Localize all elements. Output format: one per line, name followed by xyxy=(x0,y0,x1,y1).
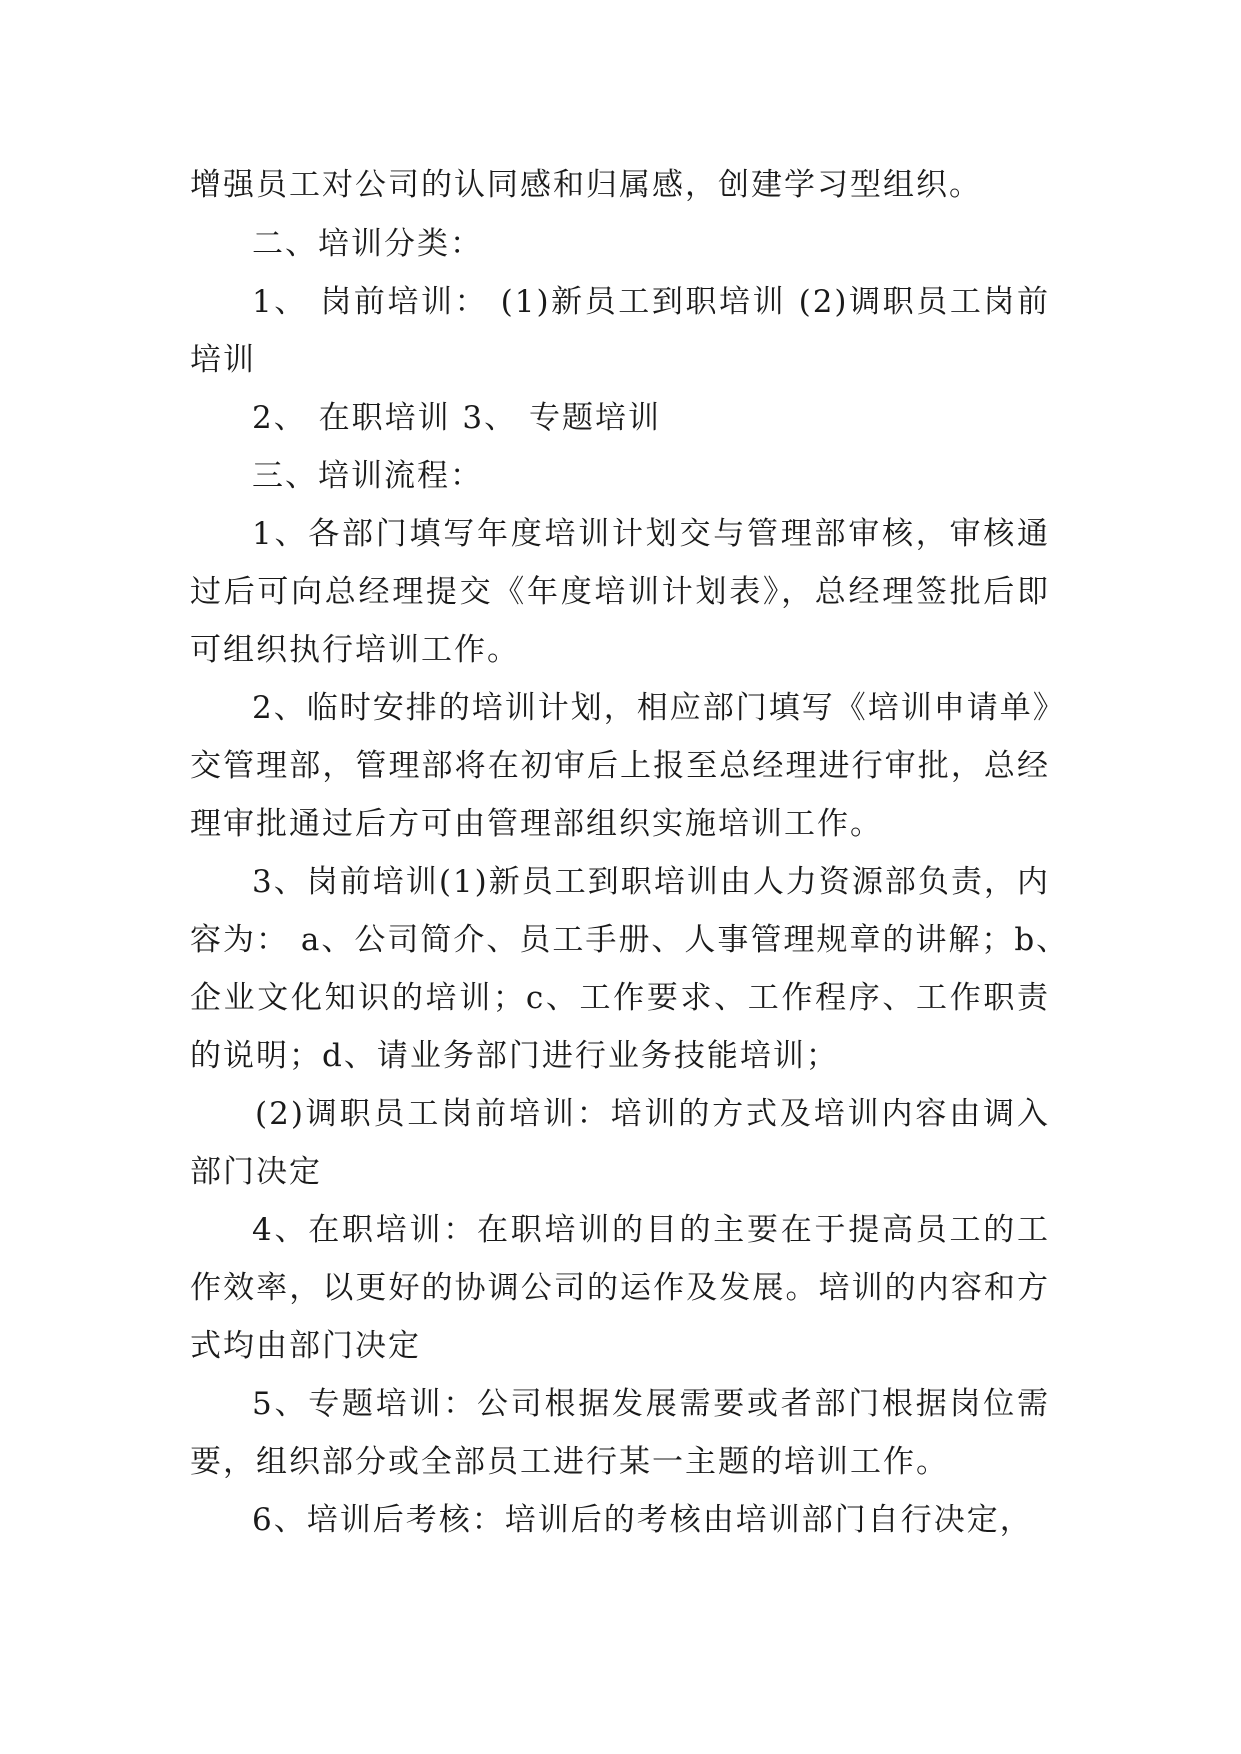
paragraph-line: 式均由部门决定 xyxy=(190,1328,421,1364)
paragraph-line: 企业文化知识的培训；c、工作要求、工作程序、工作职责 xyxy=(190,980,1050,1016)
paragraph-line: 部门决定 xyxy=(190,1154,322,1190)
paragraph-line: 5、专题培训：公司根据发展需要或者部门根据岗位需 xyxy=(252,1386,1050,1422)
paragraph-line: 的说明；d、请业务部门进行业务技能培训； xyxy=(190,1038,839,1074)
paragraph-line: 理审批通过后方可由管理部组织实施培训工作。 xyxy=(190,806,883,842)
paragraph-line: 2、临时安排的培训计划，相应部门填写《培训申请单》 xyxy=(252,690,1066,726)
paragraph-line: 1、 岗前培训： (1)新员工到职培训 (2)调职员工岗前 xyxy=(252,284,1050,320)
paragraph-line: 4、在职培训：在职培训的目的主要在于提高员工的工 xyxy=(252,1212,1050,1248)
paragraph-line: 1、各部门填写年度培训计划交与管理部审核，审核通 xyxy=(252,516,1050,552)
paragraph-line: 容为： a、公司简介、员工手册、人事管理规章的讲解；b、 xyxy=(190,922,1070,958)
paragraph-line: 3、岗前培训(1)新员工到职培训由人力资源部负责，内 xyxy=(252,864,1050,900)
paragraph-line: 交管理部，管理部将在初审后上报至总经理进行审批，总经 xyxy=(190,748,1050,784)
paragraph-line: 增强员工对公司的认同感和归属感，创建学习型组织。 xyxy=(190,167,982,203)
paragraph-line: (2)调职员工岗前培训：培训的方式及培训内容由调入 xyxy=(255,1096,1050,1132)
paragraph-line: 可组织执行培训工作。 xyxy=(190,632,520,668)
paragraph-line: 作效率，以更好的协调公司的运作及发展。培训的内容和方 xyxy=(190,1270,1050,1306)
paragraph-line: 2、 在职培训 3、 专题培训 xyxy=(252,400,662,436)
section-heading-classification: 二、培训分类： xyxy=(252,226,483,262)
paragraph-line: 6、培训后考核：培训后的考核由培训部门自行决定， xyxy=(252,1502,1033,1538)
section-heading-process: 三、培训流程： xyxy=(252,458,483,494)
paragraph-line: 培训 xyxy=(190,342,256,378)
paragraph-line: 过后可向总经理提交《年度培训计划表》，总经理签批后即 xyxy=(190,574,1050,610)
paragraph-line: 要，组织部分或全部员工进行某一主题的培训工作。 xyxy=(190,1444,949,1480)
